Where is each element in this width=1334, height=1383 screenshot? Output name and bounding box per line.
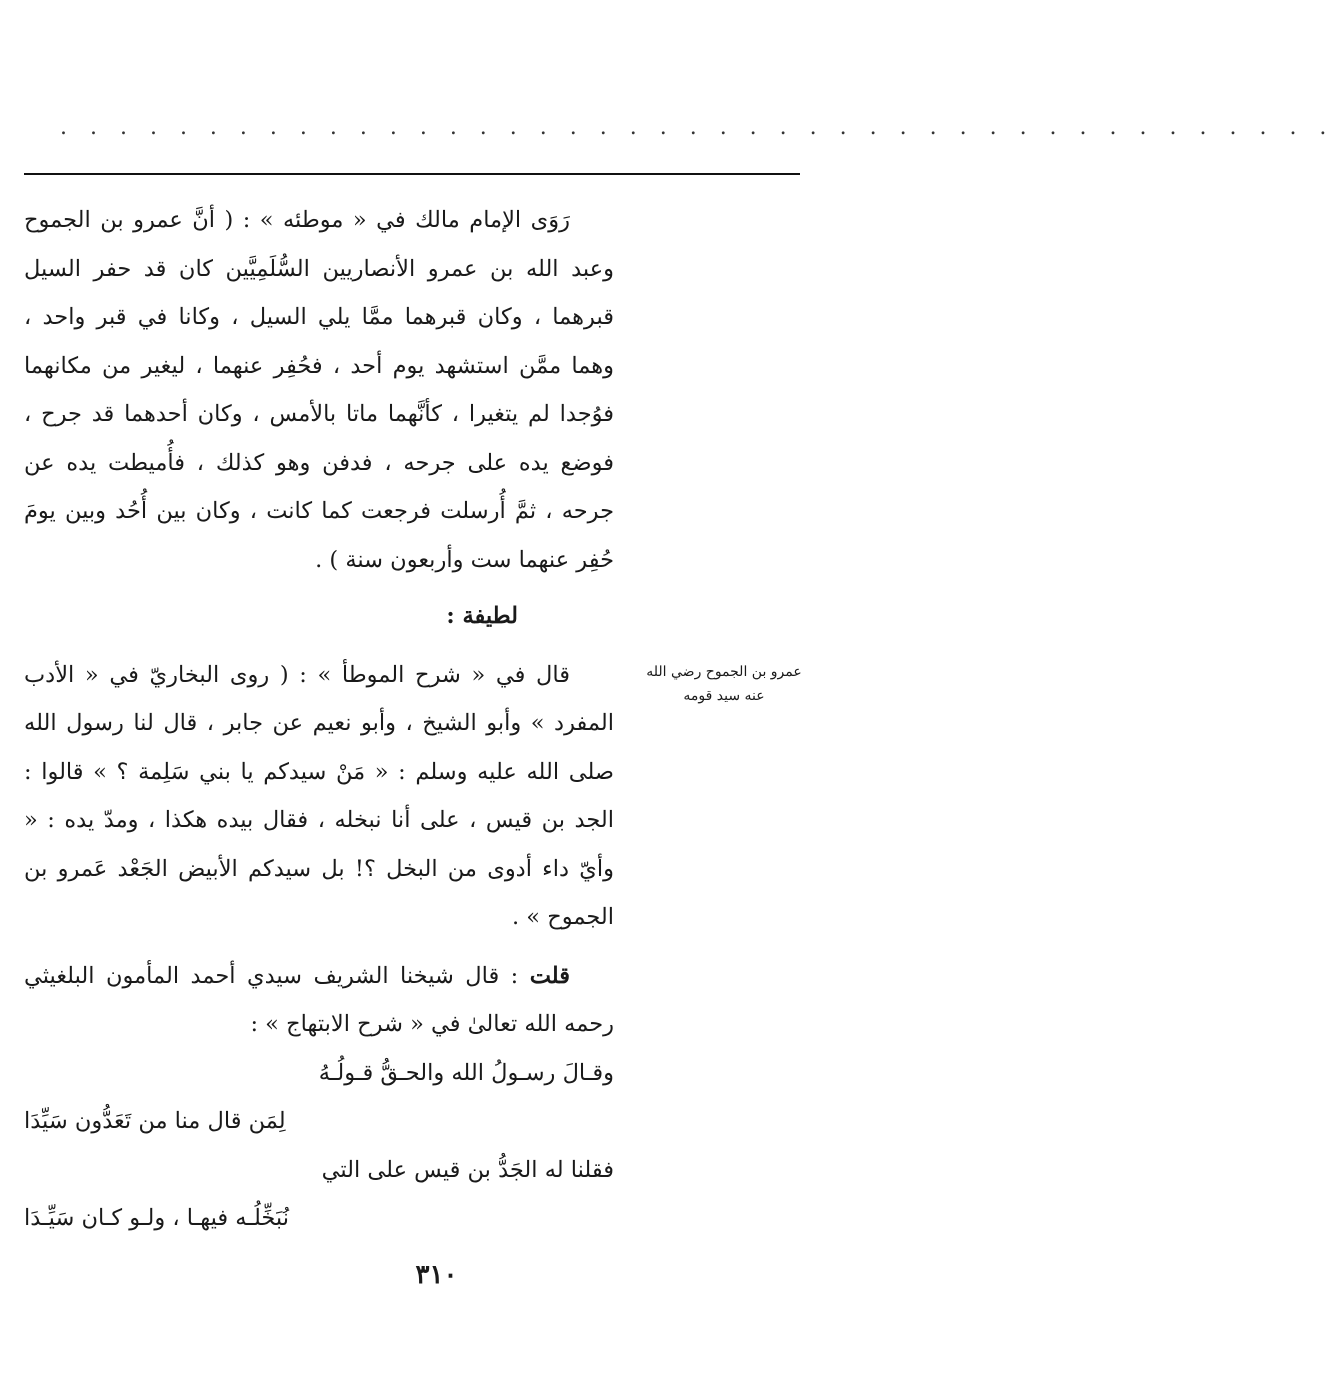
margin-note: عمرو بن الجموح رضي الله عنه سيد قومه [646, 664, 802, 704]
paragraph-qultu [24, 952, 614, 1049]
verse-2-second-hemistich: نُبَخِّلُـه فيهـا ، ولـو كـان سَيِّـدَا [24, 1205, 289, 1231]
paragraph-sharh-almuwatta: قال في « شرح الموطأ » : ( روى البخاريّ في « الأدب المفرد » وأبو الشيخ ، وأبو نعيم عن جابر ، قال لنا رسول الله صلى الله عليه وسلم : « مَنْ سيدكم يا بني سَلِمة ؟ » قالوا : الجد بن قيس ، على أنا نبخله ، فقال بيده هكذا ، ومدّ يده : « وأيّ داء أدوى من البخل ؟! بل سيدكم الأبيض الجَعْد عَمرو بن الجموح » . [24, 661, 614, 930]
verse-1-second-hemistich: لِمَن قال منا من تَعَدُّون سَيِّدَا [24, 1108, 286, 1134]
page-number: ٣١٠ [415, 1260, 458, 1290]
qultu-lead: قلت [529, 962, 570, 989]
verse-1-first-hemistich: وقـالَ رسـولُ الله والحـقُّ قـولُـهُ [318, 1059, 614, 1086]
header-dots: . . . . . . . . . . . . . . . . . . . . . . . . . . . . . . . . . . . . . . . . . . . [60, 115, 1334, 140]
paragraph-muwatta-narration: رَوَى الإمام مالك في « موطئه » : ( أنَّ عمرو بن الجموح وعبد الله بن عمرو الأنصاريين السُّلَمِيَّين كان قد حفر السيل قبرهما ، وكان قبرهما ممَّا يلي السيل ، وكانا في قبر واحد ، وهما ممَّن استشهد يوم أحد ، فحُفِر عنهما ، ليغير من مكانهما فوُجدا لم يتغيرا ، كأنَّهما ماتا بالأمس ، وكان أحدهما قد جرح ، فوضع يده على جرحه ، فدفن وهو كذلك ، فأُميطت يده عن جرحه ، ثمَّ أُرسلت فرجعت كما كانت ، وكان بين أُحُد وبين يومَ حُفِر عنهما ست وأربعون سنة ) . [24, 207, 614, 573]
section-heading: لطيفة : [446, 603, 518, 629]
qultu-text: : قال شيخنا الشريف سيدي أحمد المأمون البلغيثي رحمه الله تعالىٰ في « شرح الابتهاج » : [24, 962, 614, 1037]
verse-2-first-hemistich: فقلنا له الجَدُّ بن قيس على التي [321, 1156, 614, 1183]
header-rule [24, 173, 800, 175]
main-text [24, 196, 614, 1243]
